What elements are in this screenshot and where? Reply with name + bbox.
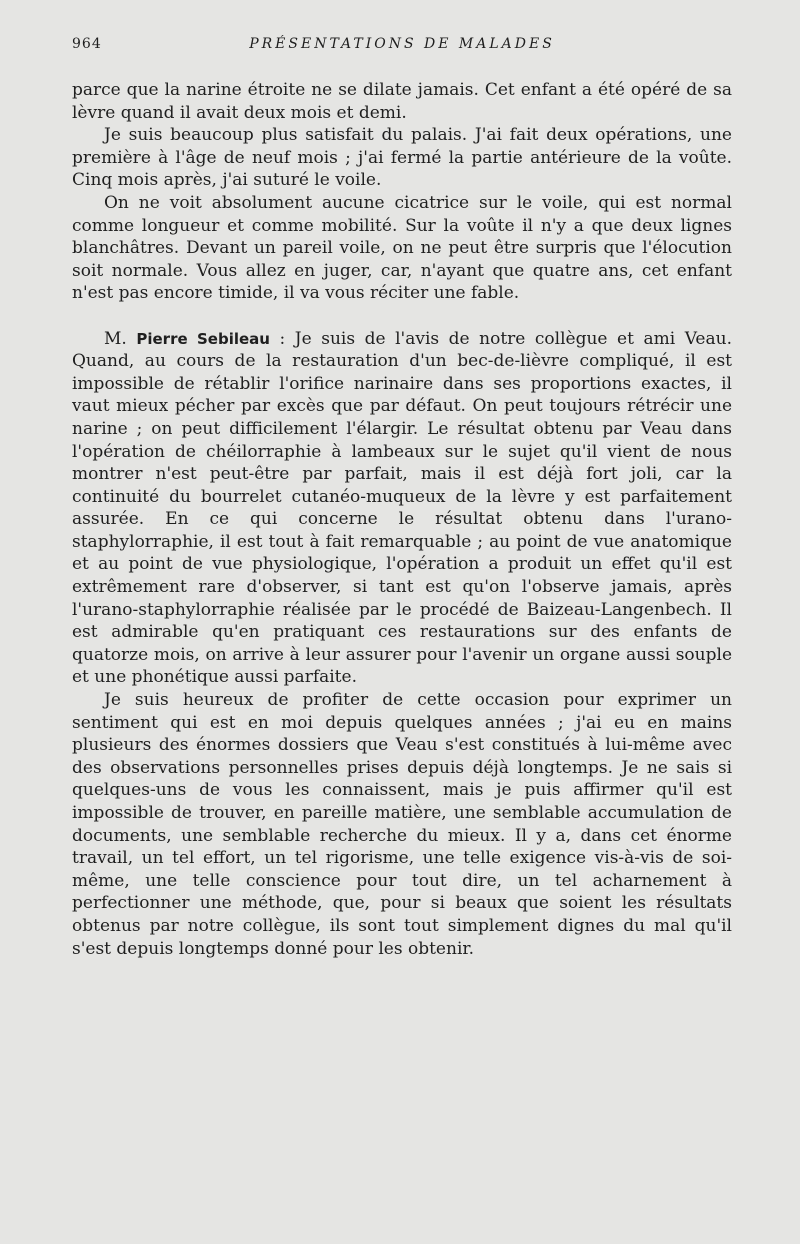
paragraph-text: : Je suis de l'avis de notre collègue et ami Veau. Quand, au cours de la restauration d'un bec-de-lièvre compliqué, il est impossible de rétablir l'orifice narinaire dans ses proportions exactes, il vaut mieux pécher par excès que par défaut. On peut toujours rétrécir une narine ; on peut difficilement l'élargir. Le résultat obtenu par Veau dans l'opération de chéilorraphie à lambeaux sur le sujet qu'il vient de nous montrer n'est peut-être par parfait, mais il est déjà fort joli, car la continuité du bourrelet cutanéo-muqueux de la lèvre y est parfaitement assurée. En ce qui concerne le résultat obtenu dans l'urano-staphylorraphie, il est tout à fait remarquable ; au point de vue anatomique et au point de vue physiologique, l'opération a produit un effet qu'il est extrêmement rare d'observer, si tant est qu'on l'observe jamais, après l'urano-staphylorraphie réalisée par le procédé de Baizeau-Langenbech. Il est admirable qu'en pratiquant ces restaurations sur des enfants de quatorze mois, on arrive à leur assurer pour l'avenir un organe aussi souple et une phonétique aussi parfaite. — [72, 328, 732, 688]
paragraph: Je suis beaucoup plus satisfait du palais. J'ai fait deux opérations, une première à l'âge de neuf mois ; j'ai fermé la partie antérieure de la voûte. Cinq mois après, j'ai suturé le voile. — [72, 125, 732, 191]
running-title: PRÉSENTATIONS DE MALADES — [249, 36, 555, 52]
speaker-name: Pierre Sebileau — [136, 329, 270, 348]
page-number: 964 — [72, 36, 102, 52]
speaker-paragraph — [72, 328, 732, 690]
body-text — [72, 79, 732, 960]
page-header — [72, 36, 732, 60]
paragraph: Je suis heureux de profiter de cette occasion pour exprimer un sentiment qui est en moi depuis quelques années ; j'ai eu en mains plusieurs des énormes dossiers que Veau s'est constitués à lui-même avec des observations personnelles prises depuis déjà longtemps. Je ne sais si quelques-uns de vous les connaissent, mais je puis affirmer qu'il est impossible de trouver, en pareille matière, une semblable accumulation de documents, une semblable recherche du mieux. Il y a, dans cet énorme travail, un tel effort, un tel rigorisme, une telle exigence vis-à-vis de soi-même, une telle conscience pour tout dire, un tel acharnement à perfectionner une méthode, que, pour si beaux que soient les résultats obtenus par notre collègue, ils sont tout simplement dignes du mal qu'il s'est depuis longtemps donné pour les obtenir. — [72, 690, 732, 959]
speaker-prefix: M. — [104, 328, 137, 349]
paragraph-continuation: parce que la narine étroite ne se dilate jamais. Cet enfant a été opéré de sa lèvre quand il avait deux mois et demi. — [72, 80, 732, 123]
paragraph: On ne voit absolument aucune cicatrice sur le voile, qui est normal comme longueur et comme mobilité. Sur la voûte il n'y a que deux lignes blanchâtres. Devant un pareil voile, on ne peut être surpris que l'élocution soit normale. Vous allez en juger, car, n'ayant que quatre ans, cet enfant n'est pas encore timide, il va vous réciter une fable. — [72, 192, 732, 304]
